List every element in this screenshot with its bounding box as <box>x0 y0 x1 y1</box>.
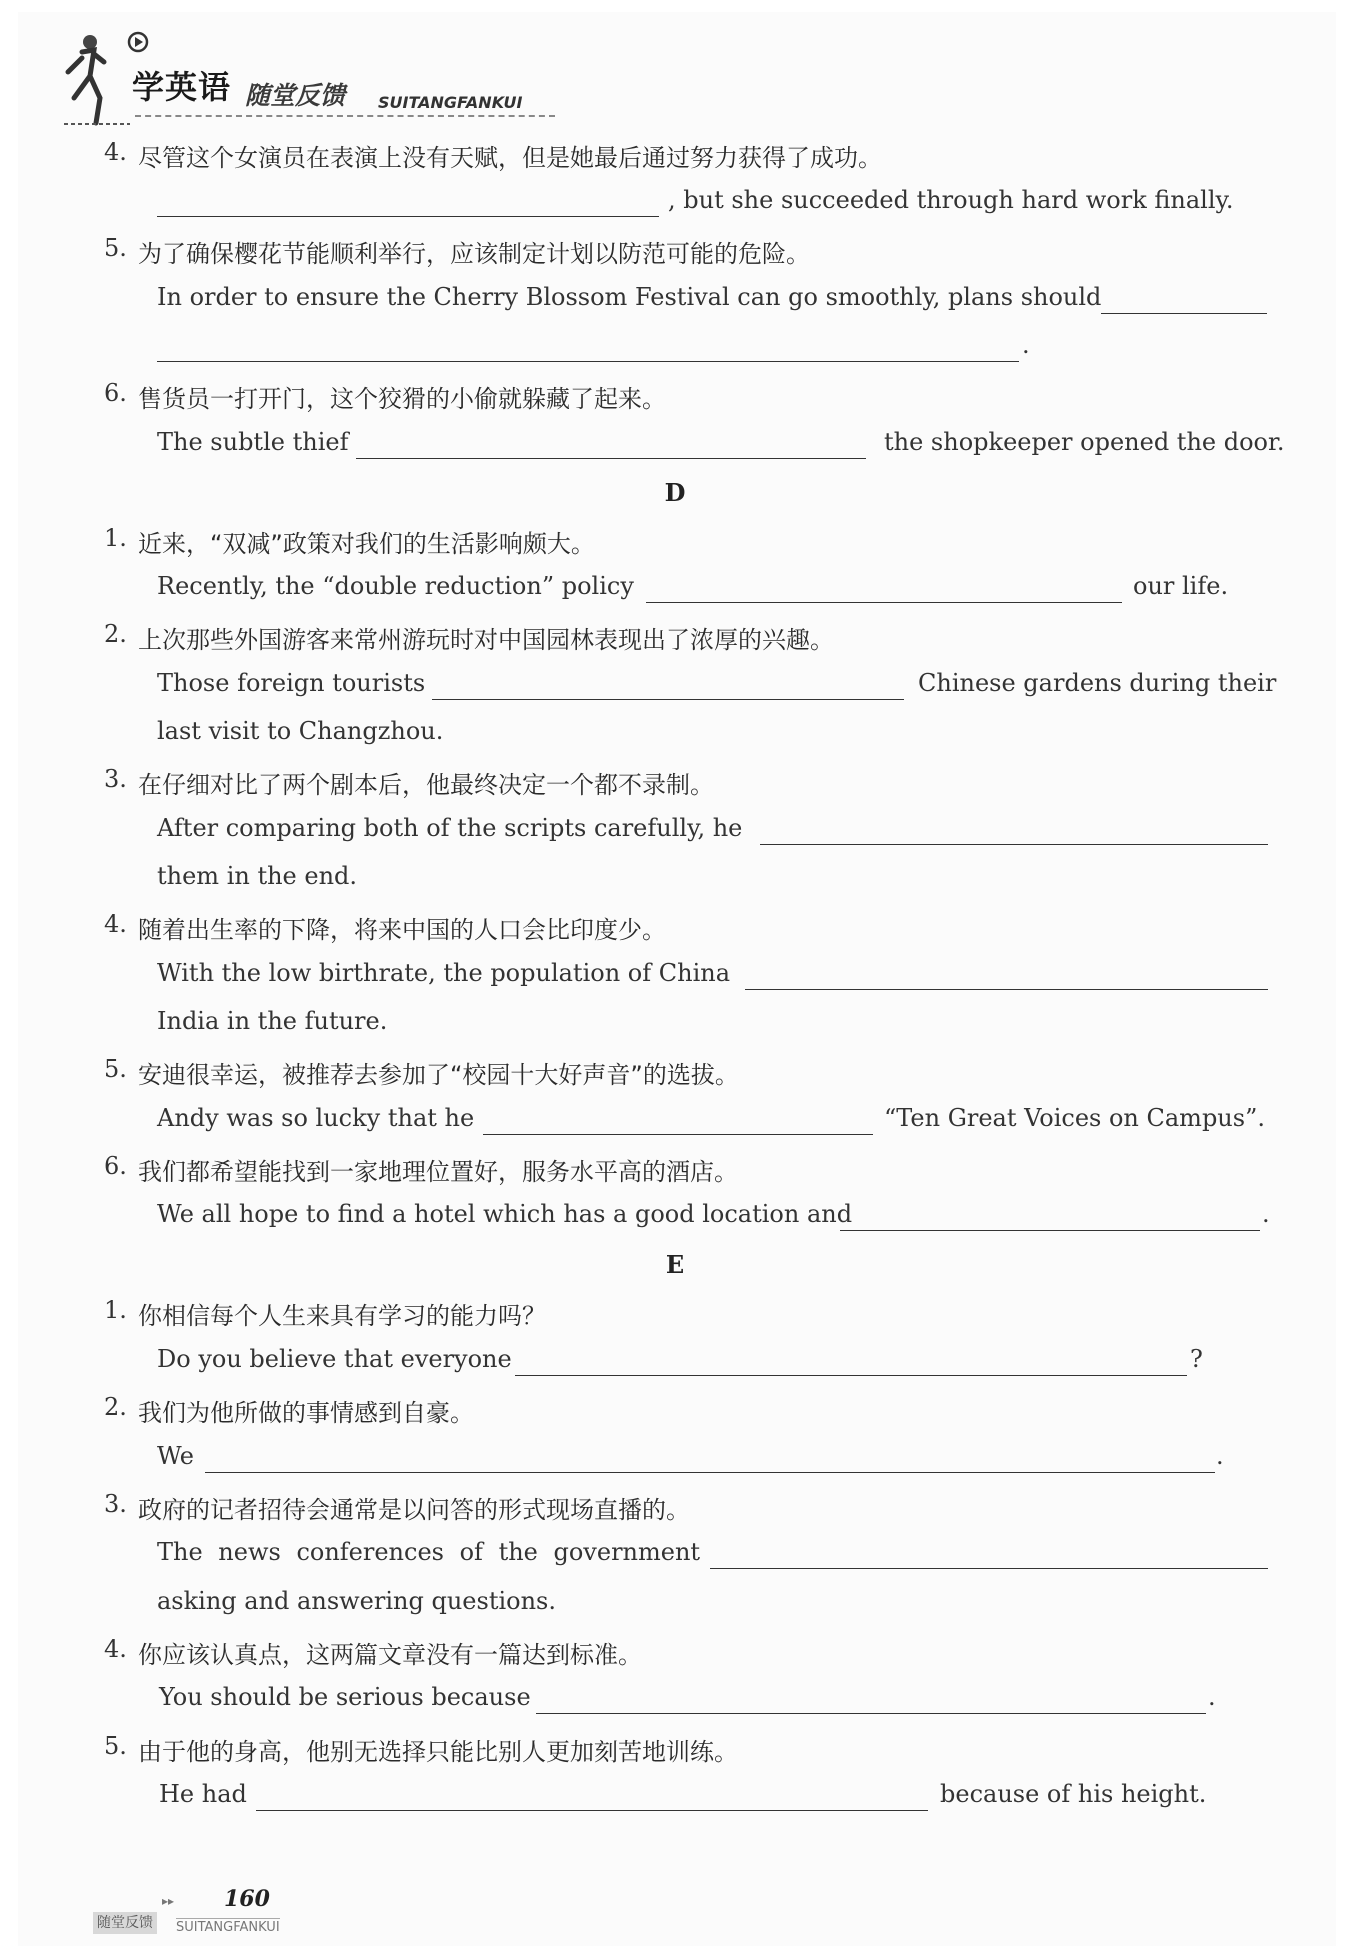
sentence-end: ? <box>1190 1345 1203 1373</box>
d-q4-prompt <box>0 910 1350 950</box>
d-q3-answer-line2 <box>0 862 1350 902</box>
question-number: 3. <box>104 1490 127 1518</box>
sentence-start: Recently, the “double reduction” policy <box>157 572 634 600</box>
sentence-end: the shopkeeper opened the door. <box>884 428 1285 456</box>
question-number: 5. <box>104 234 127 262</box>
answer-blank[interactable] <box>710 1568 1268 1569</box>
header-subtitle: 随堂反馈 <box>245 81 346 110</box>
question-text: 为了确保樱花节能顺利举行，应该制定计划以防范可能的危险。 <box>138 240 810 268</box>
answer-blank[interactable] <box>157 361 1019 362</box>
header-title: 学英语 <box>132 68 232 106</box>
sentence-end: Chinese gardens during their <box>918 669 1277 697</box>
sentence-start: Andy was so lucky that he <box>157 1104 475 1132</box>
e-q2-answer <box>0 1442 1350 1482</box>
answer-blank[interactable] <box>536 1713 1206 1714</box>
answer-blank[interactable] <box>256 1810 928 1811</box>
sentence-continuation: India in the future. <box>157 1007 388 1035</box>
sentence-start: You should be serious because <box>159 1683 531 1711</box>
question-number: 3. <box>104 765 127 793</box>
d-q6-answer <box>0 1200 1350 1240</box>
sentence-start: The subtle thief <box>157 428 349 456</box>
sentence-continuation: last visit to Changzhou. <box>157 717 444 745</box>
sentence-start: After comparing both of the scripts carefully, he <box>157 814 743 842</box>
question-number: 4. <box>104 910 127 938</box>
question-text: 你相信每个人生来具有学习的能力吗？ <box>138 1302 546 1330</box>
c-q6-answer <box>0 428 1350 468</box>
d-q1-prompt <box>0 524 1350 564</box>
question-text: 在仔细对比了两个剧本后，他最终决定一个都不录制。 <box>138 771 714 799</box>
sentence-end: . <box>1262 1200 1270 1228</box>
c-q5-answer <box>0 283 1350 323</box>
answer-blank[interactable] <box>515 1375 1187 1376</box>
e-q4-prompt <box>0 1635 1350 1675</box>
d-q2-prompt <box>0 620 1350 660</box>
d-q2-answer-line2 <box>0 717 1350 757</box>
e-q4-answer <box>0 1683 1350 1723</box>
e-q3-prompt <box>0 1490 1350 1530</box>
answer-blank[interactable] <box>205 1472 1215 1473</box>
question-text: 安迪很幸运，被推荐去参加了“校园十大好声音”的选拔。 <box>138 1061 739 1089</box>
answer-blank[interactable] <box>432 699 904 700</box>
e-q5-answer <box>0 1780 1350 1820</box>
question-number: 1. <box>104 524 127 552</box>
question-number: 6. <box>104 379 127 407</box>
sentence-start: He had <box>159 1780 247 1808</box>
e-q3-answer <box>0 1538 1350 1578</box>
e-q1-answer <box>0 1345 1350 1385</box>
question-number: 5. <box>104 1732 127 1760</box>
d-q4-answer-line2 <box>0 1007 1350 1047</box>
sentence-end: . <box>1208 1683 1216 1711</box>
c-q5-prompt <box>0 234 1350 274</box>
d-q4-answer <box>0 959 1350 999</box>
c-q5-answer-line2 <box>0 331 1350 371</box>
question-text: 我们都希望能找到一家地理位置好，服务水平高的酒店。 <box>138 1158 738 1186</box>
e-q5-prompt <box>0 1732 1350 1772</box>
section-label-e: E <box>665 1250 685 1279</box>
header-subtitle-en: SUITANGFANKUI <box>378 93 523 112</box>
d-q5-answer <box>0 1104 1350 1144</box>
sentence-end: . <box>1022 331 1030 359</box>
sentence-end: our life. <box>1133 572 1229 600</box>
answer-blank[interactable] <box>356 458 866 459</box>
answer-blank[interactable] <box>483 1134 873 1135</box>
header-divider <box>135 115 555 117</box>
answer-blank[interactable] <box>1101 313 1267 314</box>
sentence-start: In order to ensure the Cherry Blossom Festival can go smoothly, plans should <box>157 283 1102 311</box>
footer-tag: 随堂反馈 <box>93 1912 157 1934</box>
question-text: 你应该认真点，这两篇文章没有一篇达到标准。 <box>138 1641 642 1669</box>
sentence-start: We <box>157 1442 194 1470</box>
sentence-end: because of his height. <box>940 1780 1207 1808</box>
question-number: 4. <box>104 138 127 166</box>
answer-blank[interactable] <box>157 216 659 217</box>
d-q6-prompt <box>0 1152 1350 1192</box>
c-q4-answer <box>0 186 1350 226</box>
answer-blank[interactable] <box>760 844 1268 845</box>
question-number: 5. <box>104 1055 127 1083</box>
sentence-start: With the low birthrate, the population of China <box>157 959 731 987</box>
question-text: 随着出生率的下降，将来中国的人口会比印度少。 <box>138 916 666 944</box>
c-q6-prompt <box>0 379 1350 419</box>
question-number: 6. <box>104 1152 127 1180</box>
question-text: 上次那些外国游客来常州游玩时对中国园林表现出了浓厚的兴趣。 <box>138 626 834 654</box>
sentence-end: “Ten Great Voices on Campus”. <box>884 1104 1265 1132</box>
question-text: 尽管这个女演员在表演上没有天赋，但是她最后通过努力获得了成功。 <box>138 144 882 172</box>
sentence-start: We all hope to find a hotel which has a good location and <box>157 1200 853 1228</box>
d-q5-prompt <box>0 1055 1350 1095</box>
sentence-continuation: asking and answering questions. <box>157 1587 556 1615</box>
d-q1-answer <box>0 572 1350 612</box>
sentence-start: Do you believe that everyone <box>157 1345 512 1373</box>
sentence-end: , but she succeeded through hard work finally. <box>668 186 1234 214</box>
question-text: 售货员一打开门，这个狡猾的小偷就躲藏了起来。 <box>138 385 666 413</box>
question-text: 近来，“双减”政策对我们的生活影响颇大。 <box>138 530 595 558</box>
question-number: 4. <box>104 1635 127 1663</box>
d-q2-answer <box>0 669 1350 709</box>
sentence-start: Those foreign tourists <box>157 669 426 697</box>
question-number: 2. <box>104 620 127 648</box>
question-text: 由于他的身高，他别无选择只能比别人更加刻苦地训练。 <box>138 1738 738 1766</box>
e-q2-prompt <box>0 1393 1350 1433</box>
c-q4-prompt <box>0 138 1350 178</box>
sentence-end: . <box>1216 1442 1224 1470</box>
question-text: 我们为他所做的事情感到自豪。 <box>138 1399 474 1427</box>
answer-blank[interactable] <box>745 989 1268 990</box>
sentence-continuation: them in the end. <box>157 862 358 890</box>
section-label-d: D <box>664 478 686 507</box>
sentence-start: The news conferences of the government <box>157 1538 701 1566</box>
e-q1-prompt <box>0 1296 1350 1336</box>
question-number: 1. <box>104 1296 127 1324</box>
d-q3-prompt <box>0 765 1350 805</box>
page-number: 160 <box>224 1886 270 1912</box>
answer-blank[interactable] <box>840 1230 1260 1231</box>
answer-blank[interactable] <box>646 602 1122 603</box>
e-q3-answer-line2 <box>0 1587 1350 1627</box>
page-arrows-icon: ▸▸ <box>162 1894 175 1908</box>
footer-tag-en: SUITANGFANKUI <box>176 1920 280 1935</box>
d-q3-answer <box>0 814 1350 854</box>
book-header <box>60 20 580 130</box>
question-text: 政府的记者招待会通常是以问答的形式现场直播的。 <box>138 1496 690 1524</box>
question-number: 2. <box>104 1393 127 1421</box>
